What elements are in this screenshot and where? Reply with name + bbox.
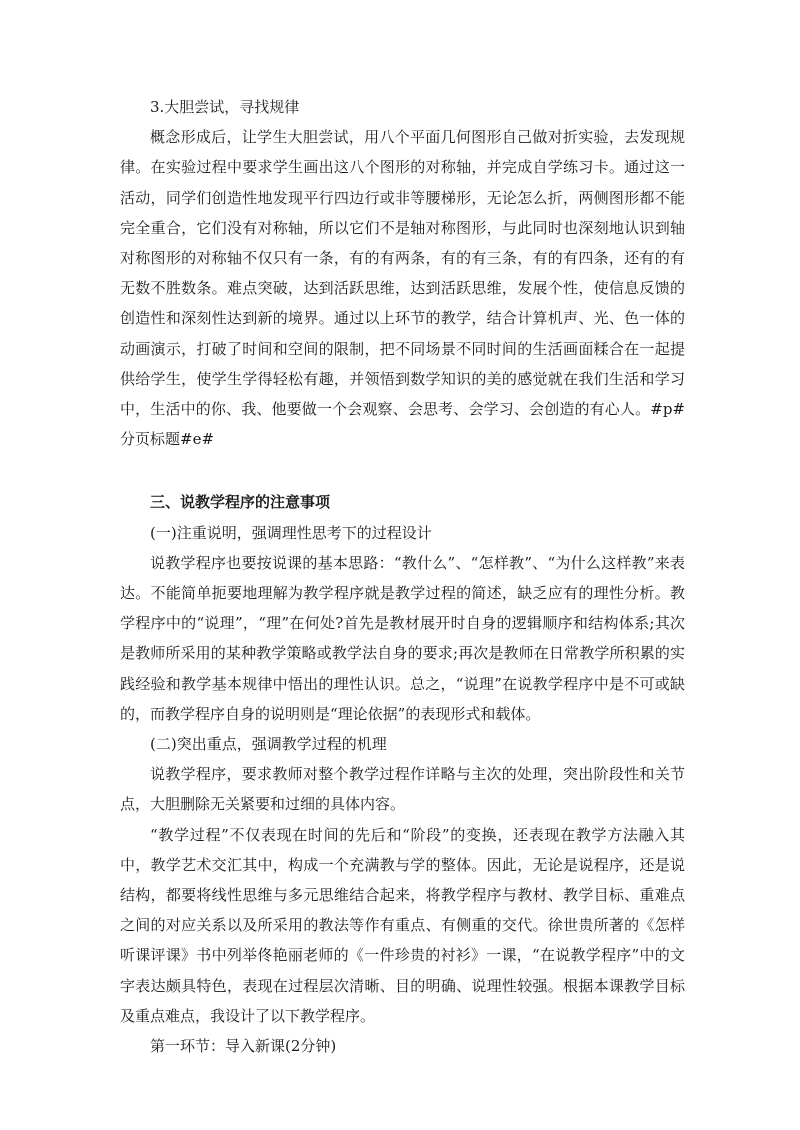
subsection-1-title: (一)注重说明，强调理性思考下的过程设计 [150, 523, 432, 542]
step-1-line: 第一环节：导入新课(2分钟) [150, 1037, 337, 1056]
subsection-2-paragraph-1: 说教学程序，要求教师对整个教学过程作详略与主次的处理，突出阶段性和关节点，大胆删除无关紧要和过细的具体内容。 [120, 765, 685, 814]
section-3-title: 3.大胆尝试，寻找规律 [150, 98, 300, 116]
section-3-paragraph: 概念形成后，让学生大胆尝试，用八个平面几何图形自己做对折实验，去发现规律。在实验过程中要求学生画出这八个图形的对称轴，并完成自学练习卡。通过这一活动，同学们创造性地发现平行四边行或非等腰梯形，无论怎么折，两侧图形都不能完全重合，它们没有对称轴，所以它们不是轴对称图形，与此同时也深刻地认识到轴对称图形的对称轴不仅只有一条，有的有两条，有的有三条，有的有四条，还有的有无数不胜数条。难点突破，达到活跃思维，达到活跃思维，发展个性，使信息反馈的创造性和深刻性达到新的境界。通过以上环节的教学，结合计算机声、光、色一体的动画演示，打破了时间和空间的限制，把不同场景不同时间的生活画面糅合在一起提供给学生，使学生学得轻松有趣，并领悟到数学知识的美的感觉就在我们生活和学习中，生活中的你、我、他要做一个会观察、会思考、会学习、会创造的有心人。#p#分页标题#e# [120, 128, 685, 449]
subsection-2-title: (二)突出重点，强调教学过程的机理 [150, 735, 387, 754]
document-page [120, 92, 685, 1061]
subsection-2-paragraph-2: “教学过程”不仅表现在时间的先后和“阶段”的变换，还表现在教学方法融入其中，教学艺术交汇其中，构成一个充满教与学的整体。因此，无论是说程序，还是说结构，都要将线性思维与多元思维结合起来，将教学程序与教材、教学目标、重难点之间的对应关系以及所采用的教法等作有重点、有侧重的交代。徐世贵所著的《怎样听课评课》书中列举佟艳丽老师的《一件珍贵的衬衫》一课，“在说教学程序”中的文字表达颇具特色，表现在过程层次清晰、目的明确、说理性较强。根据本课教学目标及重点难点，我设计了以下教学程序。 [120, 825, 685, 1025]
part-3-heading: 三、说教学程序的注意事项 [150, 493, 331, 512]
subsection-1-paragraph: 说教学程序也要按说课的基本思路：“教什么”、“怎样教”、“为什么这样教”来表达。不能简单扼要地理解为教学程序就是教学过程的简述，缺乏应有的理性分析。教学程序中的“说理”，“理”在何处?首先是教材展开时自身的逻辑顺序和结构体系;其次是教师所采用的某种教学策略或教学法自身的要求;再次是教师在日常教学所积累的实践经验和教学基本规律中悟出的理性认识。总之，“说理”在说教学程序中是不可或缺的，而教学程序自身的说明则是“理论依据”的表现形式和载体。 [120, 553, 685, 723]
